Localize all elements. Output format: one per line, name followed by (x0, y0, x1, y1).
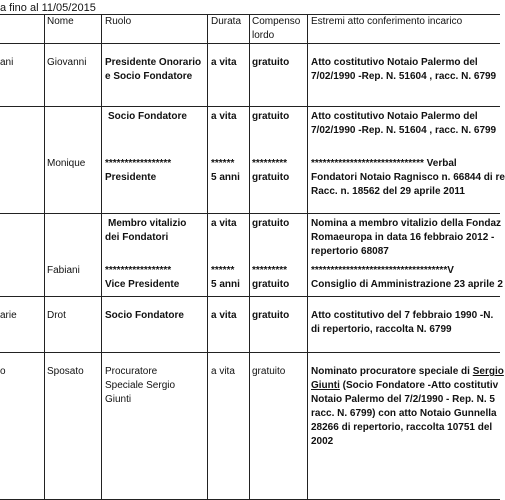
cell-compenso: gratuito (252, 366, 286, 377)
cell-estremi: 2002 (311, 436, 334, 447)
header-durata: Durata (211, 16, 242, 27)
cell-estremi: repertorio 68087 (311, 246, 389, 257)
cell-nome: Fabiani (47, 265, 80, 276)
header-ruolo: Ruolo (105, 16, 132, 27)
cell-estremi: Atto costitutivo Notaio Palermo del (311, 111, 478, 122)
cell-durata: a vita (211, 218, 237, 229)
cell-estremi (311, 379, 498, 393)
cell-durata: ****** (211, 265, 235, 276)
column-divider (307, 14, 308, 500)
cell-compenso: ********* (252, 158, 288, 169)
cell-nome: Drot (47, 310, 66, 321)
cell-durata: ****** (211, 158, 235, 169)
cell-ruolo: dei Fondatori (105, 232, 169, 243)
cell-durata: 5 anni (211, 279, 240, 290)
cell-nome: Monique (47, 158, 86, 169)
cell-compenso: gratuito (252, 218, 290, 229)
cell-compenso: ********* (252, 265, 288, 276)
column-divider (44, 14, 45, 500)
cell-durata: a vita (211, 310, 237, 321)
cell-ruolo: Speciale Sergio (105, 380, 176, 391)
estremi-text: Nominato procuratore speciale di (311, 366, 470, 377)
cell-ruolo: e Socio Fondatore (105, 71, 193, 82)
cell-estremi: Atto costitutivo del 7 febbraio 1990 -N. (311, 310, 494, 321)
cell-estremi: 7/02/1990 -Rep. N. 51604 , racc. N. 6799 (311, 125, 497, 136)
cell-nome: Giovanni (47, 57, 87, 68)
estremi-text: (Socio Fondatore -Atto costitutiv (342, 380, 499, 391)
cell-compenso: gratuito (252, 172, 290, 183)
column-divider (207, 14, 208, 500)
cell-compenso: gratuito (252, 57, 290, 68)
cell-ruolo: Membro vitalizio (108, 218, 187, 229)
row-divider (0, 213, 500, 214)
cell-estremi: 28266 di repertorio, raccolta 10751 del (311, 422, 493, 433)
cell-cognome: ani (0, 57, 14, 68)
estremi-underlined: Sergio (472, 366, 504, 377)
cell-estremi: racc. N. 6799) con atto Notaio Gunnella (311, 408, 497, 419)
cell-estremi: Racc. n. 18562 del 29 aprile 2011 (311, 186, 465, 197)
cell-ruolo: Socio Fondatore (108, 111, 187, 122)
cell-ruolo: Presidente (105, 172, 157, 183)
cell-cognome: o (0, 366, 6, 377)
cell-durata: 5 anni (211, 172, 240, 183)
cell-estremi (311, 365, 504, 379)
cell-ruolo: Presidente Onorario (105, 57, 202, 68)
row-divider (0, 352, 500, 353)
cell-ruolo: Socio Fondatore (105, 310, 184, 321)
cell-estremi: Nomina a membro vitalizio della Fondaz (311, 218, 502, 229)
header-nome: Nome (47, 16, 74, 27)
cell-ruolo: Procuratore (105, 366, 158, 377)
cell-estremi: 7/02/1990 -Rep. N. 51604 , racc. N. 6799 (311, 71, 497, 82)
cell-compenso: gratuito (252, 111, 290, 122)
row-divider (0, 106, 500, 107)
header-estremi: Estremi atto conferimento incarico (311, 16, 463, 27)
cell-cognome: arie (0, 310, 17, 321)
cell-estremi: Notaio Palermo del 7/2/1990 - Rep. N. 5 (311, 394, 495, 405)
column-divider (101, 14, 102, 500)
cell-estremi: Atto costitutivo Notaio Palermo del (311, 57, 478, 68)
cell-estremi: Romaeuropa in data 16 febbraio 2012 - (311, 232, 495, 243)
cell-estremi: di repertorio, raccolta N. 6799 (311, 324, 452, 335)
column-divider (249, 14, 250, 500)
row-divider (0, 296, 500, 297)
header-compenso-lordo: lordo (252, 30, 275, 41)
cell-estremi: Consiglio di Amministrazione 23 aprile 2 (311, 279, 503, 290)
cell-ruolo: ***************** (105, 265, 172, 276)
cell-compenso: gratuito (252, 279, 290, 290)
cell-compenso: gratuito (252, 310, 290, 321)
cell-ruolo: Vice Presidente (105, 279, 180, 290)
header-compenso: Compenso (252, 16, 301, 27)
cell-estremi: Fondatori Notaio Ragnisco n. 66844 di re (311, 172, 505, 183)
cell-durata: a vita (211, 57, 237, 68)
cell-durata: a vita (211, 111, 237, 122)
cell-estremi: ***********************************V (311, 265, 454, 276)
cell-ruolo: Giunti (105, 394, 132, 405)
estremi-underlined: Giunti (311, 380, 340, 391)
cell-estremi: ***************************** Verbal (311, 158, 457, 169)
cell-durata: a vita (211, 366, 235, 377)
page-caption: a fino al 11/05/2015 (0, 2, 96, 14)
row-divider (0, 43, 500, 44)
cell-ruolo: ***************** (105, 158, 172, 169)
cell-nome: Sposato (47, 366, 84, 377)
